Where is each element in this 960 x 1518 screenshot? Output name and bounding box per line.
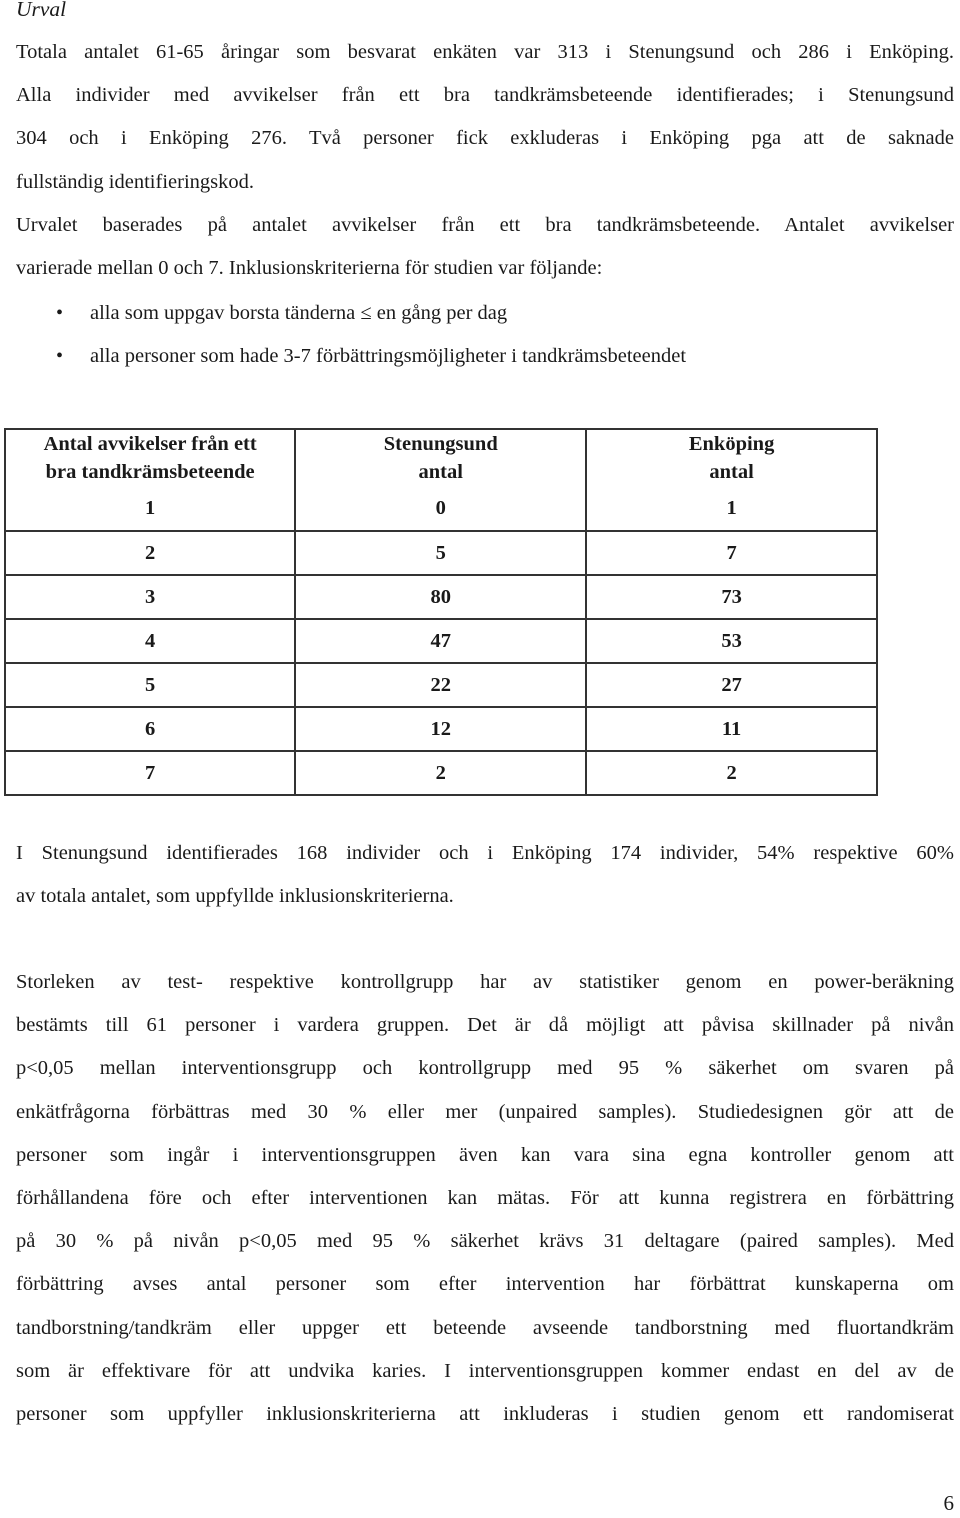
power-line: personer som uppfyller inklusionskriterierna att inkluderas i studien genom ett randomiserat [16, 1402, 954, 1425]
power-line: på 30 % på nivån p<0,05 med 95 % säkerhet krävs 31 deltagare (paired samples). Med [16, 1230, 954, 1253]
cell-stenungsund: 12 [295, 707, 586, 751]
cell-deviations: 3 [5, 575, 295, 619]
table-row [5, 619, 877, 663]
result-paragraph [16, 832, 954, 918]
power-line: som är effektivare för att undvika karies. I interventionsgruppen kommer endast en del av de [16, 1359, 954, 1382]
header-line: Antal avvikelser från ett [43, 433, 257, 455]
intro-paragraph [16, 31, 954, 290]
power-line: förbättring avses antal personer som efter intervention har förbättrat kunskaperna om [16, 1273, 954, 1296]
header-line: Stenungsund [383, 433, 498, 455]
table-row [5, 663, 877, 707]
cell-stenungsund: 80 [295, 575, 586, 619]
power-line: enkätfrågorna förbättras med 30 % eller mer (unpaired samples). Studiedesignen gör att de [16, 1100, 954, 1123]
cell-deviations: 5 [5, 663, 295, 707]
power-line: Storleken av test- respektive kontrollgrupp har av statistiker genom en power-beräkning [16, 971, 954, 993]
table-row [5, 486, 877, 531]
intro-line: 304 och i Enköping 276. Två personer fick exkluderas i Enköping pga att de saknade [16, 127, 954, 150]
intro-line: Totala antalet 61-65 åringar som besvarat enkäten var 313 i Stenungsund och 286 i Enköping. [16, 41, 954, 63]
section-heading: Urval [16, 0, 67, 21]
table-row [5, 751, 877, 795]
cell-enkoping: 73 [586, 575, 877, 619]
intro-line: varierade mellan 0 och 7. Inklusionskriterierna för studien var följande: [16, 256, 603, 279]
header-deviations [5, 429, 295, 486]
header-enkoping [586, 429, 877, 486]
result-line: I Stenungsund identifierades 168 individer och i Enköping 174 individer, 54% respektive 60% [16, 842, 954, 864]
criteria-list [16, 292, 954, 378]
cell-enkoping: 1 [586, 486, 877, 531]
table-header-row [5, 429, 877, 486]
bullet-icon: • [56, 345, 64, 367]
cell-enkoping: 2 [586, 751, 877, 795]
power-line: förhållandena före och efter interventionen kan mätas. För att kunna registrera en förbättring [16, 1186, 954, 1209]
criteria-item [16, 292, 954, 335]
cell-enkoping: 11 [586, 707, 877, 751]
cell-enkoping: 27 [586, 663, 877, 707]
cell-stenungsund: 5 [295, 531, 586, 575]
cell-stenungsund: 22 [295, 663, 586, 707]
intro-line: fullständig identifieringskod. [16, 170, 254, 193]
cell-stenungsund: 0 [295, 486, 586, 531]
table-row [5, 531, 877, 575]
cell-deviations: 2 [5, 531, 295, 575]
power-line: bestämts till 61 personer i vardera gruppen. Det är då möjligt att påvisa skillnader på nivån [16, 1014, 954, 1037]
power-line: p<0,05 mellan interventionsgrupp och kontrollgrupp med 95 % säkerhet om svaren på [16, 1057, 954, 1080]
cell-deviations: 1 [5, 486, 295, 531]
cell-deviations: 6 [5, 707, 295, 751]
header-line: Enköping [688, 433, 775, 455]
cell-stenungsund: 2 [295, 751, 586, 795]
cell-stenungsund: 47 [295, 619, 586, 663]
header-line: antal [418, 461, 463, 483]
cell-deviations: 4 [5, 619, 295, 663]
result-line: av totala antalet, som uppfyllde inklusionskriterierna. [16, 885, 454, 908]
cell-enkoping: 7 [586, 531, 877, 575]
criteria-text: alla som uppgav borsta tänderna ≤ en gång per dag [90, 302, 508, 324]
header-line: bra tandkrämsbeteende [45, 461, 255, 483]
power-line: personer som ingår i interventionsgruppen även kan vara sina egna kontroller genom att [16, 1143, 954, 1166]
cell-enkoping: 53 [586, 619, 877, 663]
power-line: tandborstning/tandkräm eller uppger ett beteende avseende tandborstning med fluortandkräm [16, 1316, 954, 1339]
deviations-table [4, 428, 878, 796]
cell-deviations: 7 [5, 751, 295, 795]
header-line: antal [709, 461, 754, 483]
intro-line: Urvalet baserades på antalet avvikelser från ett bra tandkrämsbeteende. Antalet avvikelser [16, 213, 954, 236]
power-paragraph [16, 961, 954, 1436]
criteria-item [16, 335, 954, 378]
table-row [5, 707, 877, 751]
header-stenungsund [295, 429, 586, 486]
page-number: 6 [943, 1491, 954, 1515]
table-row [5, 575, 877, 619]
criteria-text: alla personer som hade 3-7 förbättringsmöjligheter i tandkrämsbeteendet [90, 345, 687, 367]
intro-line: Alla individer med avvikelser från ett bra tandkrämsbeteende identifierades; i Stenungsund [16, 84, 954, 107]
bullet-icon: • [56, 302, 64, 324]
